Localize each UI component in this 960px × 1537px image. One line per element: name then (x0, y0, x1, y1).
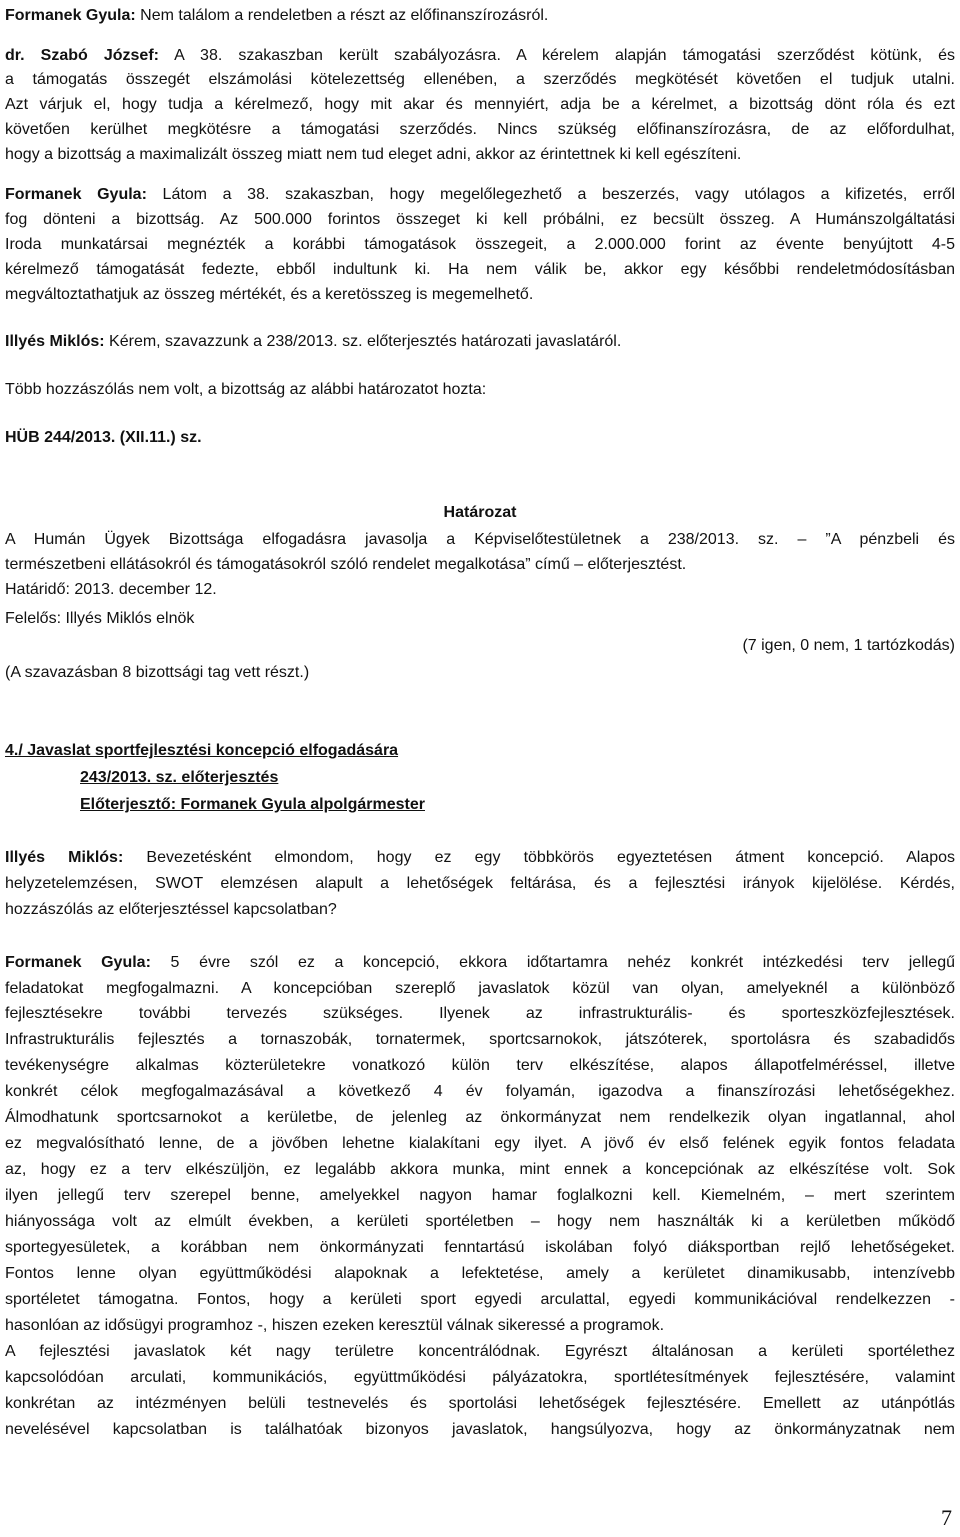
paragraph-line: tevékenységre alkalmas közterületekre vonatkozó külön terv elkészítése, alapos állapotfelméréssel, illetve (5, 1057, 955, 1074)
paragraph-line: Iroda munkatársai megnézték a korábbi támogatások összegeit, a 2.000.000 forint az évente benyújtott 4-5 (5, 236, 955, 253)
speaker-name: Illyés Miklós: (5, 849, 124, 866)
speaker-name: Formanek Gyula: (5, 186, 147, 203)
speaker-name: Illyés Miklós: (5, 333, 105, 350)
agenda-item-title: 4./ Javaslat sportfejlesztési koncepció elfogadására (5, 742, 399, 759)
vote-participants: (A szavazásban 8 bizottsági tag vett részt.) (5, 664, 310, 681)
speaker-name: Formanek Gyula: (5, 7, 136, 24)
paragraph-line: A fejlesztési javaslatok két nagy területre koncentrálódnak. Egyrészt általánosan a kerületi sportélethez (5, 1343, 955, 1360)
paragraph-line: természetbeni ellátásokról és támogatásokról szóló rendelet megalkotása” című – előterjesztést. (5, 556, 687, 573)
agenda-item-number: 243/2013. sz. előterjesztés (80, 769, 279, 786)
paragraph-line: hozzászólás az előterjesztéssel kapcsolatban? (5, 901, 337, 918)
paragraph-line: Formanek Gyula: Látom a 38. szakaszban, hogy megelőlegezhető a beszerzés, vagy utólagos a kifizetés, erről (5, 186, 956, 203)
speaker-name: dr. Szabó József: (5, 47, 159, 64)
paragraph-line: a támogatás összegét elszámolási kötelezettség ellenében, a szerződés megkötését követően el tudjuk utalni. (5, 71, 955, 88)
speaker-name: Formanek Gyula: (5, 954, 151, 971)
paragraph-line: megváltoztathatjuk az összeg mértékét, és a keretösszeg is megemelhető. (5, 286, 534, 303)
paragraph-line: kérelmező támogatását fedezte, ebből indultunk ki. Ha nem válik be, akkor egy későbbi rendeletmódosításban (5, 261, 955, 278)
vote-result: (7 igen, 0 nem, 1 tartózkodás) (742, 637, 955, 654)
paragraph-line: követően kerülhet megkötésre a támogatási szerződés. Nincs szükség előfinanszírozásra, de az előfordulhat, (5, 121, 955, 138)
paragraph-line: hiányossága volt az elmúlt években, a kerületi sportéletben – hogy nem használták ki a kerületben működő (5, 1213, 955, 1230)
resolution-number: HÜB 244/2013. (XII.11.) sz. (5, 429, 202, 446)
page-number: 7 (941, 1505, 952, 1530)
paragraph-line: Illyés Miklós: Bevezetésként elmondom, hogy ez egy többkörös egyeztetésen átment koncepció. Alapos (5, 849, 955, 866)
paragraph-line: Formanek Gyula: 5 évre szól ez a koncepció, ekkora időtartamra nehéz konkrét intézkedési terv jellegű (5, 954, 955, 971)
paragraph-line: dr. Szabó József: A 38. szakaszban került szabályozásra. A kérelem alapján támogatási szerződést kötünk, és (5, 47, 956, 64)
paragraph-line: hasonlóan az idősügyi programhoz -, hiszen ezeken keresztül válnak sikeressé a programok. (5, 1317, 665, 1334)
paragraph-line: sportéletet támogatna. Fontos, hogy a kerületi sport egyedi arculattal, egyedi kommunikációval rendelkezzen - (5, 1291, 955, 1308)
paragraph-line: sportegyesületek, a korábban nem önkormányzati fenntartású iskolában folyó diáksportban rejlő lehetőségeket. (5, 1239, 955, 1256)
paragraph-line: Álmodhatunk sportcsarnokot a kerületbe, de jelenleg az önkormányzat nem rendelkezik olyan ingatlannal, ahol (5, 1109, 955, 1126)
paragraph-line: az, hogy ez a terv elkészüljön, ez legalább akkora munka, mint ennek a koncepciónak az elkészítése volt. Sok (5, 1161, 955, 1178)
paragraph-line: feladatokat megfogalmazni. A koncepcióban szereplő javaslatok közül van olyan, amelyeknél a különböző (5, 980, 955, 997)
paragraph-line: fejlesztésekre további tervezés szükséges. Ilyenek az infrastrukturális- és sporteszközfejlesztések. (5, 1005, 955, 1022)
paragraph-line: Több hozzászólás nem volt, a bizottság az alábbi határozatot hozta: (5, 381, 487, 398)
paragraph-line: Formanek Gyula: Nem találom a rendeletben a részt az előfinanszírozásról. (5, 7, 549, 24)
paragraph-line: ez megvalósítható lenne, de a jövőben lehetne kialakítani egy ilyet. A jövő év első felének egyik fontos feladata (5, 1135, 955, 1152)
paragraph-line: Azt várjuk el, hogy tudja a kérelmező, hogy mit akar és mennyiért, adja be a kérelmet, a bizottság dönt róla és ezt (5, 96, 955, 113)
paragraph-line: Infrastrukturális fejlesztés a tornaszobák, tornatermek, sportcsarnokok, játszóterek, sportolásra és szabadidős (5, 1031, 955, 1048)
paragraph-line: hogy a bizottság a maximalizált összeg miatt nem tud eleget adni, akkor az érintettnek ki kell egészíteni. (5, 146, 742, 163)
paragraph-line: A Humán Ügyek Bizottsága elfogadásra javasolja a Képviselőtestületnek a 238/2013. sz. – ”A pénzbeli és (5, 531, 955, 548)
deadline: Határidő: 2013. december 12. (5, 581, 217, 598)
paragraph-line: konkrétan az intézményen belüli testnevelés és sportolási lehetőségek fejlesztésére. Emellett az utánpótlás (5, 1395, 955, 1412)
paragraph-line: Illyés Miklós: Kérem, szavazzunk a 238/2013. sz. előterjesztés határozati javaslatáról. (5, 333, 622, 350)
paragraph-line: helyzetelemzésen, SWOT elemzésen alapult a lehetőségek feltárása, és a fejlesztési irányok kijelölése. Kérdés, (5, 875, 955, 892)
resolution-title: Határozat (443, 504, 517, 521)
paragraph-line: kapcsolódóan arculati, kommunikációs, együttműködési pályázatokra, sportlétesítmények fejlesztésére, valamint (5, 1369, 955, 1386)
paragraph-line: nevelésével kapcsolatban is találhatóak bizonyos javaslatok, hangsúlyozva, hogy az önkormányzatnak nem (5, 1421, 955, 1438)
paragraph-line: ilyen jellegű terv szerepel benne, amelyekkel nagyon hamar foglalkozni kell. Kiemelném, – mert szerintem (5, 1187, 955, 1204)
agenda-item-presenter: Előterjesztő: Formanek Gyula alpolgármester (80, 796, 425, 813)
paragraph-line: fog dönteni a bizottság. Az 500.000 forintos összeget ki kell próbálni, ez becsült összeg. A Humánszolgáltatási (5, 211, 955, 228)
paragraph-line: konkrét célok megfogalmazásával a következő 4 év folyamán, igazodva a finanszírozási lehetőségekhez. (5, 1083, 955, 1100)
responsible: Felelős: Illyés Miklós elnök (5, 610, 195, 627)
paragraph-line: Fontos lenne olyan együttműködési alapoknak a lefektetése, amely a kerületet dinamikusabb, intenzívebb (5, 1265, 955, 1282)
